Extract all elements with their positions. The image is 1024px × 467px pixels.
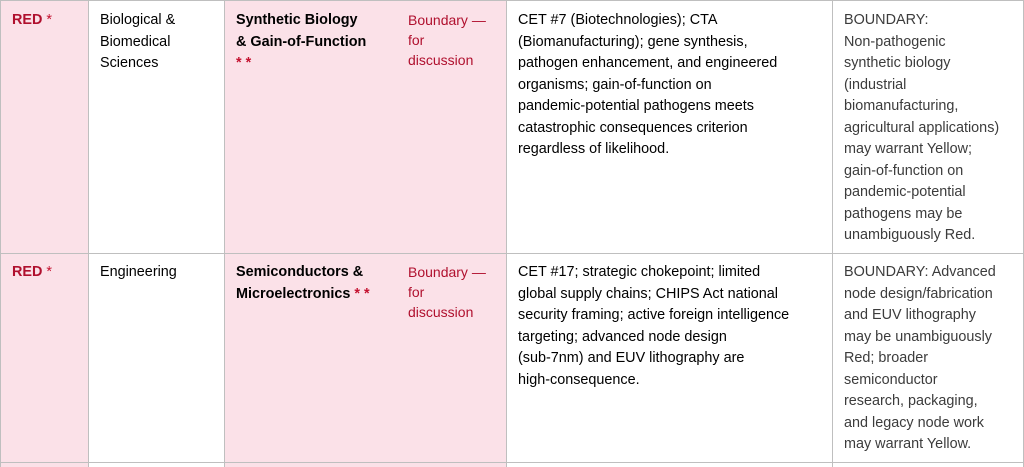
rating-label: RED	[12, 264, 43, 280]
rating-column-bg	[0, 0, 88, 467]
topic-cell: Semiconductors & Microelectronics * *	[236, 264, 370, 302]
boundary-cell: BOUNDARY: Non-pathogenic synthetic biology (industrial biomanufacturing, agricultural applications) may warrant Yellow; gain-of-function on pandemic-potential pathogens may be unambiguously Red.	[844, 12, 1000, 243]
rating-star: *	[46, 12, 52, 28]
rationale-cell: CET #17; strategic chokepoint; limited global supply chains; CHIPS Act national security framing; active foreign intelligence targeting; advanced node design (sub-7nm) and EUV lithography are high-consequence.	[518, 264, 790, 388]
rationale-cell: CET #7 (Biotechnologies); CTA (Biomanufacturing); gene synthesis, pathogen enhancement, and engineered organisms; gain-of-function on pandemic-potential pathogens meets catastrophic consequences criterion regardless of likelihood.	[518, 12, 778, 157]
status-cell: Boundary — for discussion	[408, 12, 486, 68]
topic-cell: Synthetic Biology & Gain-of-Function * *	[236, 10, 396, 75]
table-row	[12, 262, 82, 284]
field-cell: Engineering	[100, 264, 177, 280]
boundary-cell: BOUNDARY: Advanced node design/fabrication and EUV lithography may be unambiguously Red; broader semiconductor research, packaging, and legacy node work may warrant Yellow.	[844, 264, 996, 452]
table-row	[12, 10, 82, 32]
rating-label: RED	[12, 12, 43, 28]
status-cell: Boundary — for discussion	[408, 264, 486, 320]
topic-stars: * *	[354, 285, 370, 302]
field-cell: Biological & Biomedical Sciences	[100, 12, 176, 71]
rating-star: *	[46, 264, 52, 280]
topic-stars: * *	[236, 55, 252, 71]
